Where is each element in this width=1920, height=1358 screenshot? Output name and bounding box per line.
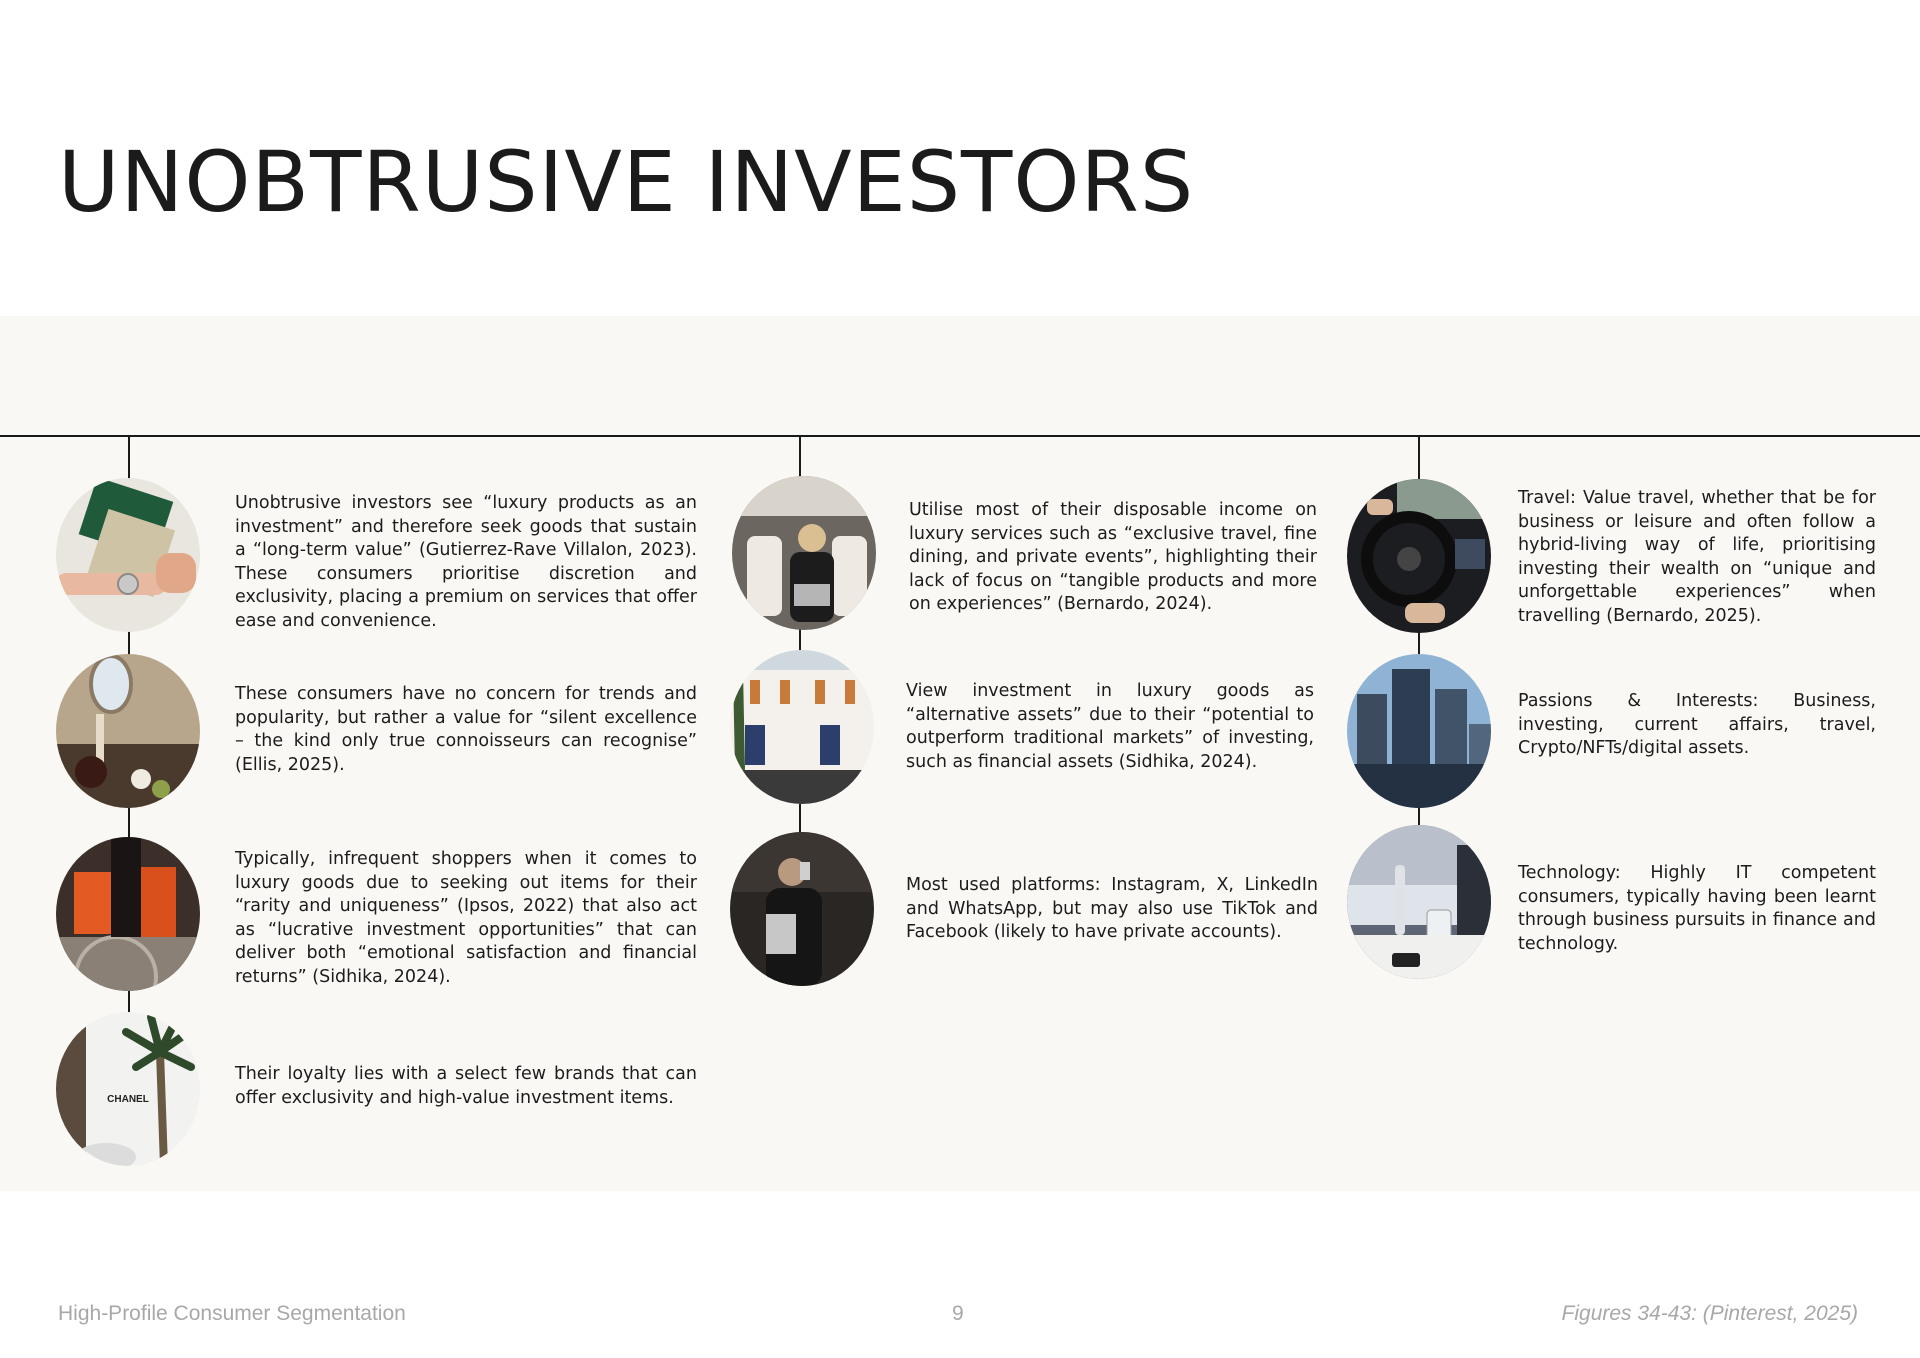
column-1-item-1-text: Unobtrusive investors see “luxury products as an investment” and therefore seek goods that sustain a “long-term value” (Gutierrez-Rave Villalon, 2023). These consumers prioritise discretion and exclusivity, placing a premium on services that offer ease and convenience. <box>235 493 697 631</box>
footer-page-number: 9 <box>952 1302 964 1325</box>
driving-bmw-steering-wheel-photo <box>1347 479 1491 633</box>
woman-on-private-jet-laptop-photo <box>732 476 876 630</box>
office-desk-monitors-photo <box>1347 825 1491 979</box>
column-3-item-2-text: Passions & Interests: Business, investing, current affairs, travel, Crypto/NFTs/digital assets. <box>1518 691 1876 758</box>
column-1-item-3-text: Typically, infrequent shoppers when it comes to luxury goods due to seeking out items for their “rarity and uniqueness” (Ipsos, 2022) that also act as “lucrative investment opportunities” that can deliver both “emotional satisfaction and financial returns” (Sidhika, 2024). <box>235 849 697 987</box>
private-jet-dining-photo <box>56 654 200 808</box>
mirror-selfie-laptop-photo <box>730 832 874 986</box>
orange-shopping-bags-photo <box>56 837 200 991</box>
column-2-item-3-text: Most used platforms: Instagram, X, LinkedIn and WhatsApp, but may also use TikTok and Facebook (likely to have private accounts). <box>906 875 1318 942</box>
chanel-storefront-palm-photo <box>56 1012 200 1166</box>
footer-figure-credit: Figures 34-43: (Pinterest, 2025) <box>1561 1302 1858 1325</box>
city-skyscrapers-photo <box>1347 654 1491 808</box>
column-1-item-4-text: Their loyalty lies with a select few brands that can offer exclusivity and high-value investment items. <box>235 1064 697 1108</box>
column-2-item-1-text: Utilise most of their disposable income on luxury services such as “exclusive travel, fine dining, and private events”, highlighting their lack of focus on “tangible products and more on experiences” (Bernardo, 2024). <box>909 500 1317 614</box>
column-3-item-3-text: Technology: Highly IT competent consumers, typically having been learnt through business pursuits in finance and technology. <box>1518 863 1876 954</box>
timeline-horizontal-line <box>0 435 1920 437</box>
footer-document-title: High-Profile Consumer Segmentation <box>58 1302 406 1325</box>
column-3-item-1-text: Travel: Value travel, whether that be for business or leisure and often follow a hybrid-living way of life, prioritising investing their wealth on “unique and unforgettable experiences” when travelling (Bernardo, 2025). <box>1518 488 1876 626</box>
rolex-watch-box-photo <box>56 478 200 632</box>
page-title: UNOBTRUSIVE INVESTORS <box>58 133 1195 231</box>
luxury-boutique-street-photo <box>730 650 874 804</box>
chanel-sign-text: CHANEL <box>107 1094 149 1105</box>
column-1-item-2-text: These consumers have no concern for trends and popularity, but rather a value for “silent excellence – the kind only true connoisseurs can recognise” (Ellis, 2025). <box>235 684 697 775</box>
column-2-item-2-text: View investment in luxury goods as “alternative assets” due to their “potential to outperform traditional markets” of investing, such as financial assets (Sidhika, 2024). <box>906 681 1314 772</box>
